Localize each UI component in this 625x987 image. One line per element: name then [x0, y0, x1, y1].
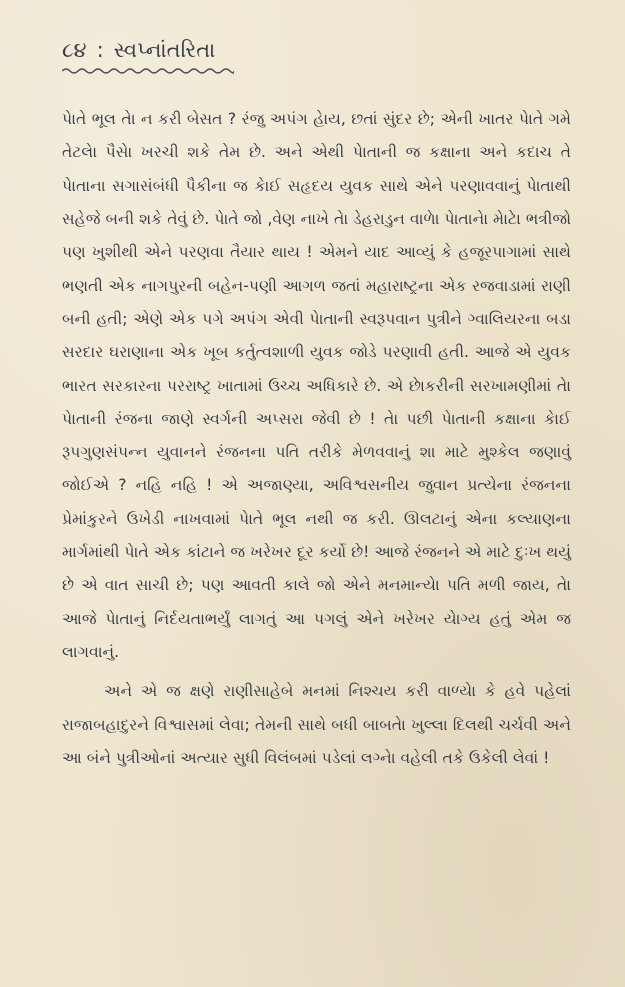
page-header [62, 38, 571, 63]
body-paragraph-1: પેાતે ભૂલ તેા ન કરી બેસત ? રંજુ અપંગ હેાય, છતાં સુંદર છે; એની ખાતર પેાતે ગમે તેટલેા પૈસેા ખરચી શકે તેમ છે. અને એથી પેાતાની જ કક્ષાના અને કદાચ તે પેાતાના સગાસંબંધી પૈકીના જ કેાઈ સહૃદય યુવક સાથે એને પરણાવવાનું પેાતાથી સહેજે બની શકે તેવું છે. પેાતે જો ,વેણ નાખે તેા ડેહરાડુન વાળેા પેાતાનેા મેાટેા ભત્રીજો પણ ખુશીથી એને પરણવા તૈયાર થાય ! એમને યાદ આવ્યું કે હજૂરપાગામાં સાથે ભણતી એક નાગપુરની બહેન-પણી આગળ જતાં મહારાષ્ટ્રના એક રજવાડામાં રાણી બની હતી; એણે એક પગે અપંગ એવી પેાતાની સ્વરૂપવાન પુત્રીને ગ્વાલિયરના બડા સરદાર ઘરાણાના એક ખૂબ કર્તુત્વશાળી યુવક જોડે પરણાવી હતી. આજે એ યુવક ભારત સરકારના પરરાષ્ટ્ર ખાતામાં ઉચ્ચ અધિકારે છે. એ છેાકરીની સરખામણીમાં તેા પેાતાની રંજના જાણે સ્વર્ગની અપ્સરા જેવી છે ! તેા પછી પેાતાની કક્ષાના કેાઈ રૂપગુણસંપન્ન યુવાનને રંજનના પતિ તરીકે મેળવવાનું શા માટે મુશ્કેલ જણાવું જોઈએ ? નહિ નહિ ! એ અજાણ્યા, અવિશ્વસનીય જુવાન પ્રત્યેના રંજનના પ્રેમાંકુરને ઉખેડી નાખવામાં પેાતે ભૂલ નથી જ કરી. ઊલટાનું એના કલ્યાણના માર્ગમાંથી પેાતે એક કાંટાને જ ખરેખર દૂર કર્યો છે! આજે રંજનને એ માટે દુઃખ થયું છે એ વાત સાચી છે; પણ આવતી કાલે જો એને મનમાન્યેા પતિ મળી જાય, તેા આજે પેાતાનું નિર્દયતાભર્યું લાગતું આ પગલું એને ખરેખર યેાગ્ય હતું એમ જ લાગવાનું. [62, 110, 571, 661]
header-wavy-underline [62, 67, 234, 75]
body-paragraph-2: અને એ જ ક્ષણે રાણીસાહેબે મનમાં નિશ્ચય કરી વાળ્યેા કે હવે પહેલાં રાજાબહાદુરને વિશ્વાસમાં લેવા; તેમની સાથે બધી બાબતેા ખુલ્લા દિલથી ચર્ચવી અને આ બંને પુત્રીઓનાં અત્યાર સુધી વિલંબમાં પડેલાં લગ્નેા વહેલી તકે ઉકેલી લેવાં ! [62, 682, 571, 767]
chapter-title: સ્વપ્નાંતરિતા [113, 38, 216, 62]
page-number: ૮૪ [62, 38, 87, 62]
header-separator: : [96, 38, 104, 62]
